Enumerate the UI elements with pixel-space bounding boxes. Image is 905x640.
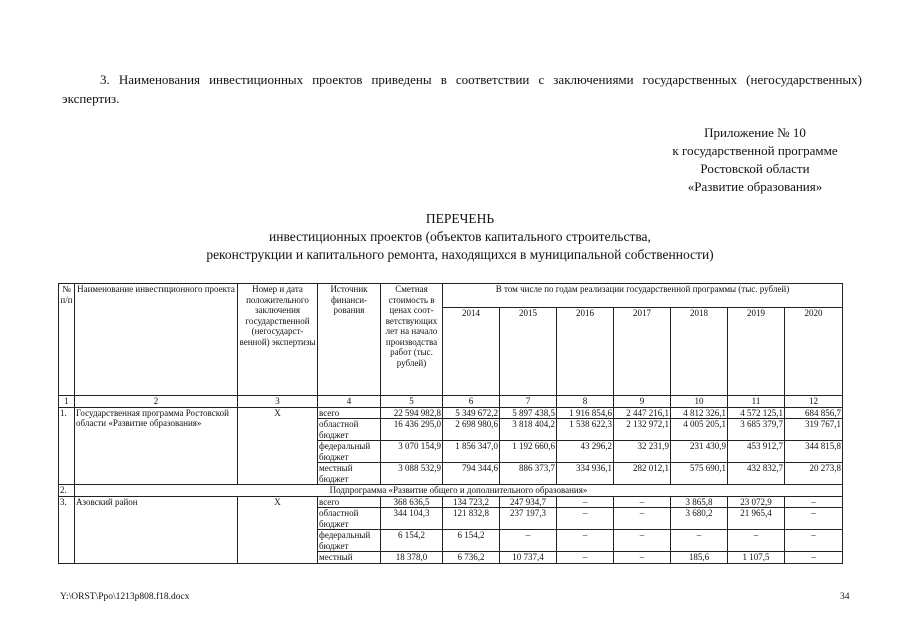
funding-source: федеральный бюджет bbox=[318, 530, 381, 552]
investment-table bbox=[58, 283, 843, 564]
year-value: 334 936,1 bbox=[557, 463, 614, 485]
year-value: – bbox=[500, 530, 557, 552]
year-value: – bbox=[557, 496, 614, 508]
year-value: 2 132 972,1 bbox=[614, 419, 671, 441]
header-source: Источник финанси-рования bbox=[318, 284, 381, 396]
year-value: – bbox=[614, 530, 671, 552]
year-value: 247 934,7 bbox=[500, 496, 557, 508]
header-year: 2016 bbox=[557, 308, 614, 396]
year-value: 1 107,5 bbox=[728, 552, 785, 564]
year-value: 134 723,2 bbox=[443, 496, 500, 508]
year-value: 1 192 660,6 bbox=[500, 441, 557, 463]
year-value: 1 916 854,6 bbox=[557, 407, 614, 419]
year-value: 282 012,1 bbox=[614, 463, 671, 485]
cost-value: 16 436 295,0 bbox=[381, 419, 443, 441]
year-value: 886 373,7 bbox=[500, 463, 557, 485]
header-year: 2020 bbox=[785, 308, 843, 396]
footer-file-path: Y:\ORST\Ppo\1213p808.f18.docx bbox=[60, 592, 190, 602]
cost-value: 3 088 532,9 bbox=[381, 463, 443, 485]
cost-value: 3 070 154,9 bbox=[381, 441, 443, 463]
cost-value: 6 154,2 bbox=[381, 530, 443, 552]
year-value: 2 698 980,6 bbox=[443, 419, 500, 441]
appendix-line: Ростовской области bbox=[700, 161, 810, 176]
year-value: 794 344,6 bbox=[443, 463, 500, 485]
year-value: – bbox=[785, 530, 843, 552]
year-value: 32 231,9 bbox=[614, 441, 671, 463]
header-num: № п/п bbox=[59, 284, 75, 396]
year-value: – bbox=[557, 530, 614, 552]
row-number: 2. bbox=[59, 485, 75, 497]
year-value: – bbox=[785, 508, 843, 530]
appendix-line: Приложение № 10 bbox=[704, 125, 806, 140]
appendix-line: «Развитие образования» bbox=[687, 179, 823, 194]
row-number: 1. bbox=[59, 407, 75, 485]
cost-value: 344 104,3 bbox=[381, 508, 443, 530]
year-value: 2 447 216,1 bbox=[614, 407, 671, 419]
year-value: 6 154,2 bbox=[443, 530, 500, 552]
year-value: – bbox=[785, 496, 843, 508]
year-value: 3 818 404,2 bbox=[500, 419, 557, 441]
funding-source: местный bbox=[318, 552, 381, 564]
title-line: инвестиционных проектов (объектов капитального строительства, bbox=[269, 229, 651, 244]
appendix-block bbox=[600, 124, 905, 196]
year-value: 4 812 326,1 bbox=[671, 407, 728, 419]
year-value: 684 856,7 bbox=[785, 407, 843, 419]
year-value: – bbox=[728, 530, 785, 552]
header-year: 2015 bbox=[500, 308, 557, 396]
cost-value: 368 636,5 bbox=[381, 496, 443, 508]
header-year: 2017 bbox=[614, 308, 671, 396]
header-year: 2019 bbox=[728, 308, 785, 396]
year-value: 21 965,4 bbox=[728, 508, 785, 530]
year-value: – bbox=[557, 508, 614, 530]
year-value: 1 856 347,0 bbox=[443, 441, 500, 463]
year-value: – bbox=[671, 530, 728, 552]
header-years-group: В том числе по годам реализации государственной программы (тыс. рублей) bbox=[443, 284, 843, 308]
column-number: 3 bbox=[238, 396, 318, 408]
column-number: 8 bbox=[557, 396, 614, 408]
year-value: 344 815,8 bbox=[785, 441, 843, 463]
funding-source: федеральный бюджет bbox=[318, 441, 381, 463]
funding-source: всего bbox=[318, 496, 381, 508]
column-number: 1 bbox=[59, 396, 75, 408]
year-value: 1 538 622,3 bbox=[557, 419, 614, 441]
cost-value: 22 594 982,8 bbox=[381, 407, 443, 419]
year-value: 185,6 bbox=[671, 552, 728, 564]
title-heading: ПЕРЕЧЕНЬ bbox=[425, 211, 495, 226]
column-number: 11 bbox=[728, 396, 785, 408]
year-value: 231 430,9 bbox=[671, 441, 728, 463]
expertise-value: Х bbox=[238, 407, 318, 485]
year-value: 10 737,4 bbox=[500, 552, 557, 564]
column-number: 6 bbox=[443, 396, 500, 408]
row-number: 3. bbox=[59, 496, 75, 563]
document-title bbox=[60, 210, 860, 264]
page-number: 34 bbox=[840, 592, 850, 602]
cost-value: 18 378,0 bbox=[381, 552, 443, 564]
year-value: – bbox=[557, 552, 614, 564]
year-value: 5 349 672,2 bbox=[443, 407, 500, 419]
year-value: 319 767,1 bbox=[785, 419, 843, 441]
year-value: – bbox=[614, 496, 671, 508]
subprogram-title: Подпрограмма «Развитие общего и дополнительного образования» bbox=[75, 485, 843, 497]
year-value: 575 690,1 bbox=[671, 463, 728, 485]
project-name: Государственная программа Ростовской области «Развитие образования» bbox=[75, 407, 238, 485]
year-value: 3 865,8 bbox=[671, 496, 728, 508]
year-value: – bbox=[785, 552, 843, 564]
year-value: 5 897 438,5 bbox=[500, 407, 557, 419]
expertise-value: Х bbox=[238, 496, 318, 563]
header-name: Наименование инвестиционного проекта bbox=[75, 284, 238, 396]
year-value: 4 572 125,1 bbox=[728, 407, 785, 419]
year-value: 432 832,7 bbox=[728, 463, 785, 485]
column-number: 5 bbox=[381, 396, 443, 408]
year-value: 3 685 379,7 bbox=[728, 419, 785, 441]
funding-source: областной бюджет bbox=[318, 419, 381, 441]
funding-source: всего bbox=[318, 407, 381, 419]
year-value: 20 273,8 bbox=[785, 463, 843, 485]
year-value: 43 296,2 bbox=[557, 441, 614, 463]
year-value: – bbox=[614, 552, 671, 564]
funding-source: областной бюджет bbox=[318, 508, 381, 530]
column-number: 9 bbox=[614, 396, 671, 408]
year-value: 453 912,7 bbox=[728, 441, 785, 463]
year-value: 237 197,3 bbox=[500, 508, 557, 530]
title-line: реконструкции и капитального ремонта, находящихся в муниципальной собственности) bbox=[206, 247, 714, 262]
column-number: 10 bbox=[671, 396, 728, 408]
year-value: 121 832,8 bbox=[443, 508, 500, 530]
appendix-line: к государственной программе bbox=[672, 143, 838, 158]
funding-source: местный бюджет bbox=[318, 463, 381, 485]
column-number: 7 bbox=[500, 396, 557, 408]
column-number: 2 bbox=[75, 396, 238, 408]
note-paragraph: 3. Наименования инвестиционных проектов приведены в соответствии с заключениями государственных (негосударственных) экспертиз. bbox=[62, 72, 862, 106]
column-number: 12 bbox=[785, 396, 843, 408]
header-expertise: Номер и дата положительного заключения государственной (негосударст-венной) экспертизы bbox=[238, 284, 318, 396]
header-year: 2018 bbox=[671, 308, 728, 396]
year-value: 4 005 205,1 bbox=[671, 419, 728, 441]
header-year: 2014 bbox=[443, 308, 500, 396]
year-value: – bbox=[614, 508, 671, 530]
column-number: 4 bbox=[318, 396, 381, 408]
year-value: 6 736,2 bbox=[443, 552, 500, 564]
year-value: 3 680,2 bbox=[671, 508, 728, 530]
year-value: 23 072,9 bbox=[728, 496, 785, 508]
project-name: Азовский район bbox=[75, 496, 238, 563]
header-cost: Сметная стоимость в ценах соот-ветствующих лет на начало производства работ (тыс. рублей) bbox=[381, 284, 443, 396]
